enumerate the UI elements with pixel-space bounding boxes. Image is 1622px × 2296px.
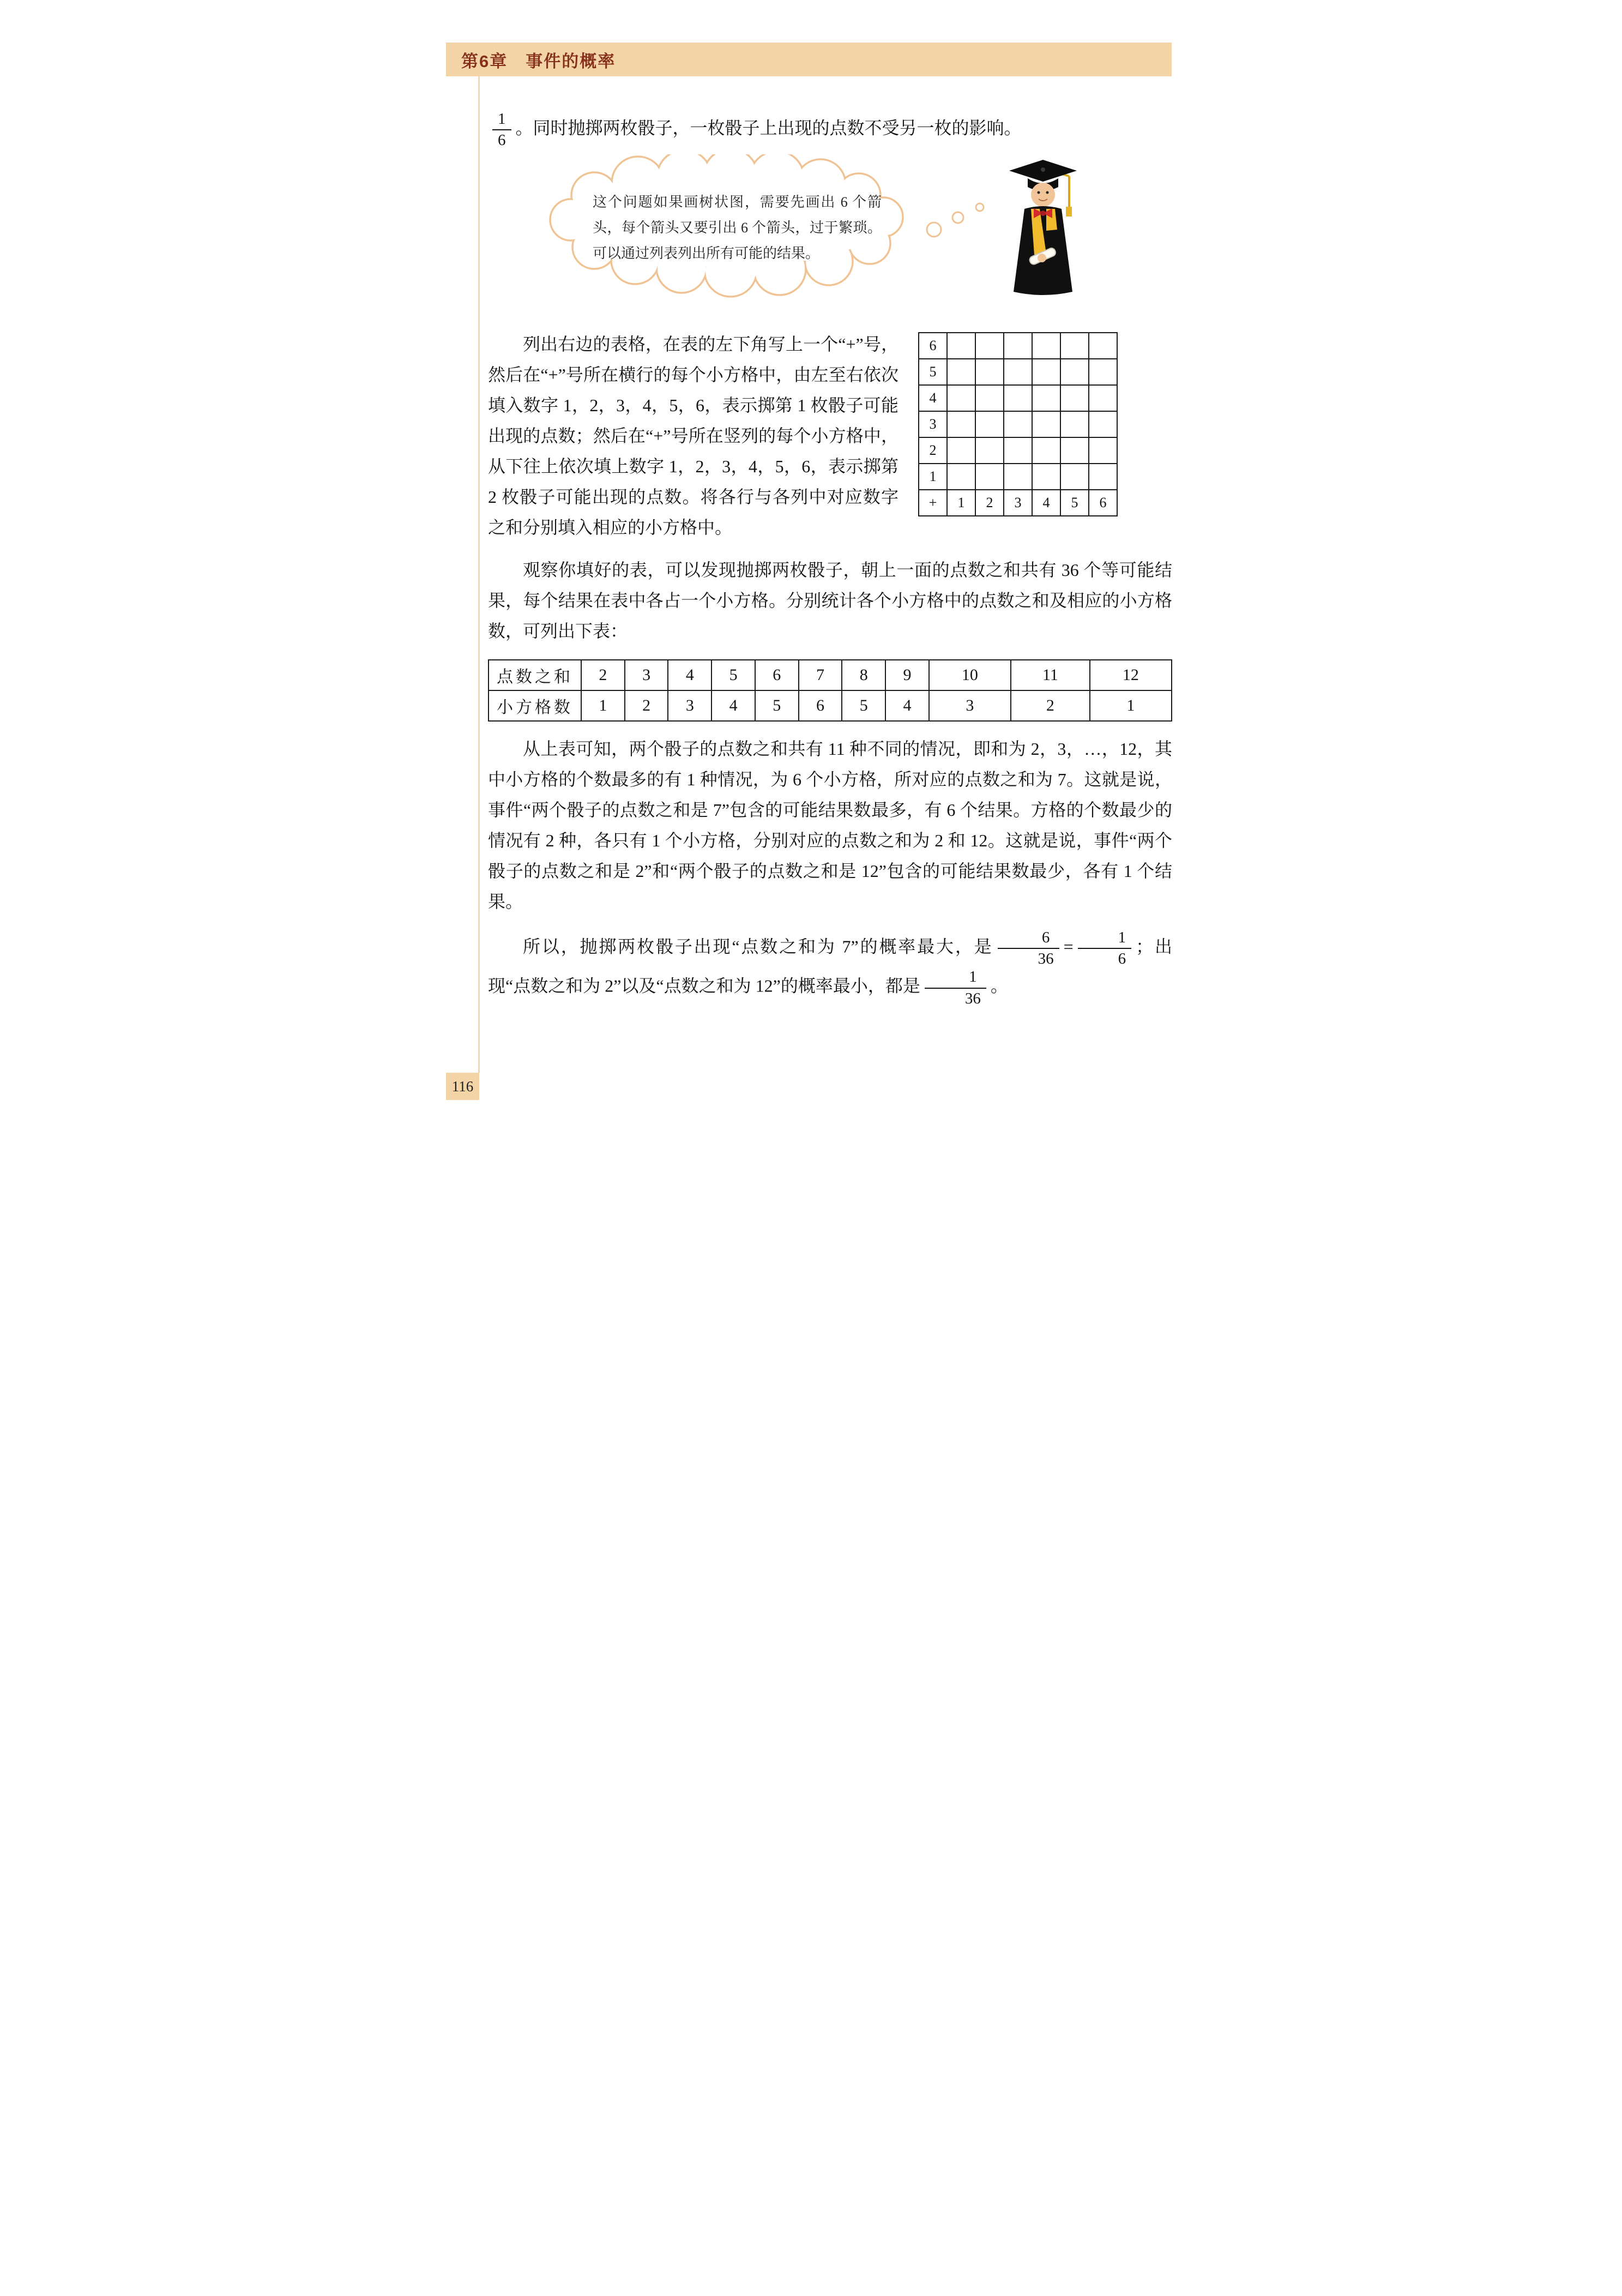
count-value-cell: 2 xyxy=(625,690,668,721)
fraction-1-6 xyxy=(492,110,511,150)
thought-bubble-text: 这个问题如果画树状图，需要先画出 6 个箭头，每个箭头又要引出 6 个箭头，过于繁琐。可以通过列表列出所有可能的结果。 xyxy=(593,194,882,261)
instruction-block xyxy=(488,329,1172,543)
grid-empty-cell xyxy=(1004,464,1032,490)
thought-bubble-row xyxy=(488,153,1172,321)
fraction-numerator: 1 xyxy=(925,968,986,988)
grid-empty-cell xyxy=(1060,385,1089,411)
grid-row xyxy=(919,411,1117,437)
sum-value-cell: 7 xyxy=(799,660,842,690)
grid-row-label: 6 xyxy=(919,333,947,359)
sum-value-cell: 11 xyxy=(1011,660,1090,690)
sum-value-cell: 10 xyxy=(929,660,1011,690)
conclusion-text-3: 。 xyxy=(990,976,1008,996)
grid-empty-cell xyxy=(947,411,975,437)
grid-empty-cell xyxy=(1032,359,1060,385)
count-row-header: 小方格数 xyxy=(489,690,581,721)
grid-empty-cell xyxy=(975,359,1004,385)
grid-empty-cell xyxy=(1089,437,1117,464)
chapter-title: 第6章 事件的概率 xyxy=(461,51,616,71)
sum-value-cell: 6 xyxy=(755,660,799,690)
grid-empty-cell xyxy=(1060,333,1089,359)
grid-row xyxy=(919,490,1117,516)
grid-row xyxy=(919,359,1117,385)
dice-sum-grid xyxy=(918,332,1118,516)
analysis-paragraph: 从上表可知，两个骰子的点数之和共有 11 种不同的情况，即和为 2，3，…，12，其中小方格的个数最多的有 1 种情况，为 6 个小方格，所对应的点数之和为 7。这就是说，事件“两个骰子的点数之和是 7”包含的可能结果数最多，有 6 个结果。方格的个数最少的情况有 2 种，各只有 1 个小方格，分别对应的点数之和为 2 和 12。这就是说，事件“两个骰子的点数之和是 2”和“两个骰子的点数之和是 12”包含的可能结果数最少，各有 1 个结果。 xyxy=(488,738,1172,911)
grid-empty-cell xyxy=(1089,359,1117,385)
count-value-cell: 3 xyxy=(668,690,711,721)
count-value-cell: 6 xyxy=(799,690,842,721)
grid-empty-cell xyxy=(1032,464,1060,490)
instruction-paragraph: 列出右边的表格，在表的左下角写上一个“+”号，然后在“+”号所在横行的每个小方格中，由左至右依次填入数字 1，2，3，4，5，6，表示掷第 1 枚骰子可能出现的点数；然后在“+”号所在竖列的每个小方格中，从下往上依次填上数字 1，2，3，4，5，6，表示掷第 2 枚骰子可能出现的点数。将各行与各列中对应数字之和分别填入相应的小方格中。 xyxy=(488,334,899,537)
grid-empty-cell xyxy=(1004,385,1032,411)
page-content xyxy=(488,76,1172,1008)
grid-empty-cell xyxy=(1060,464,1089,490)
observation-paragraph: 观察你填好的表，可以发现抛掷两枚骰子，朝上一面的点数之和共有 36 个等可能结果，每个结果在表中各占一个小方格。分别统计各个小方格中的点数之和及相应的小方格数，可列出下表： xyxy=(488,560,1172,641)
grid-row-label: 4 xyxy=(919,385,947,411)
grid-col-label: 6 xyxy=(1089,490,1117,516)
fraction-1-36 xyxy=(925,968,986,1008)
textbook-page xyxy=(406,0,1216,1148)
chapter-header-band xyxy=(446,43,1172,76)
dice-sum-grid-wrap xyxy=(918,332,1118,516)
grid-col-label: 4 xyxy=(1032,490,1060,516)
grid-empty-cell xyxy=(975,437,1004,464)
sum-count-table xyxy=(488,659,1172,722)
grid-empty-cell xyxy=(1089,385,1117,411)
grid-empty-cell xyxy=(1089,464,1117,490)
fraction-denominator: 6 xyxy=(498,131,506,149)
grid-empty-cell xyxy=(947,464,975,490)
count-value-cell: 4 xyxy=(885,690,929,721)
grid-empty-cell xyxy=(1004,333,1032,359)
conclusion-text-1: 所以，抛掷两枚骰子出现“点数之和为 7”的概率最大，是 xyxy=(523,936,993,957)
fraction-numerator: 6 xyxy=(998,929,1059,949)
grid-empty-cell xyxy=(947,333,975,359)
grid-empty-cell xyxy=(1089,333,1117,359)
grid-empty-cell xyxy=(975,385,1004,411)
left-vertical-rule xyxy=(478,76,480,1073)
conclusion-text-2: ；出现“点数之和为 2”以及“点数之和为 12”的概率最小，都是 xyxy=(488,936,1172,996)
count-value-cell: 5 xyxy=(842,690,885,721)
fraction-denominator: 6 xyxy=(1118,950,1126,968)
grid-empty-cell xyxy=(1032,411,1060,437)
sum-row-header: 点数之和 xyxy=(489,660,581,690)
grid-empty-cell xyxy=(1004,437,1032,464)
grid-empty-cell xyxy=(1032,385,1060,411)
grid-col-label: 5 xyxy=(1060,490,1089,516)
grid-col-label: 1 xyxy=(947,490,975,516)
intro-paragraph xyxy=(488,110,1172,150)
grid-empty-cell xyxy=(947,437,975,464)
sum-value-cell: 4 xyxy=(668,660,711,690)
grid-row xyxy=(919,437,1117,464)
fraction-1-6 xyxy=(1078,929,1132,969)
grid-empty-cell xyxy=(947,359,975,385)
count-value-cell: 1 xyxy=(1090,690,1172,721)
sum-value-cell: 3 xyxy=(625,660,668,690)
grid-row-label: 3 xyxy=(919,411,947,437)
fraction-6-36 xyxy=(998,929,1059,969)
count-row xyxy=(489,690,1172,721)
page-number-box xyxy=(446,1073,479,1100)
sum-value-cell: 2 xyxy=(581,660,625,690)
grid-row xyxy=(919,464,1117,490)
grid-empty-cell xyxy=(1060,437,1089,464)
grid-empty-cell xyxy=(1032,333,1060,359)
count-value-cell: 4 xyxy=(711,690,755,721)
grid-row xyxy=(919,333,1117,359)
fraction-denominator: 36 xyxy=(964,989,981,1007)
count-value-cell: 1 xyxy=(581,690,625,721)
grid-empty-cell xyxy=(1089,411,1117,437)
grid-empty-cell xyxy=(975,464,1004,490)
grid-empty-cell xyxy=(1004,411,1032,437)
thought-dots-icon xyxy=(924,198,992,242)
fraction-denominator: 36 xyxy=(1038,950,1054,968)
sum-value-cell: 5 xyxy=(711,660,755,690)
grid-col-label: 3 xyxy=(1004,490,1032,516)
grid-empty-cell xyxy=(975,333,1004,359)
grid-col-label: 2 xyxy=(975,490,1004,516)
grid-row xyxy=(919,385,1117,411)
page-number: 116 xyxy=(451,1078,474,1095)
sum-row xyxy=(489,660,1172,690)
intro-text: 。同时抛掷两枚骰子，一枚骰子上出现的点数不受另一枚的影响。 xyxy=(515,118,1022,138)
grid-row-label: 1 xyxy=(919,464,947,490)
grid-corner-plus: + xyxy=(919,490,947,516)
sum-value-cell: 12 xyxy=(1090,660,1172,690)
fraction-numerator: 1 xyxy=(1078,929,1132,949)
fraction-numerator: 1 xyxy=(492,110,511,130)
sum-value-cell: 9 xyxy=(885,660,929,690)
grid-empty-cell xyxy=(947,385,975,411)
grid-empty-cell xyxy=(1060,411,1089,437)
count-value-cell: 2 xyxy=(1011,690,1090,721)
grid-row-label: 5 xyxy=(919,359,947,385)
grid-row-label: 2 xyxy=(919,437,947,464)
grid-empty-cell xyxy=(1004,359,1032,385)
graduate-student-image xyxy=(999,158,1087,313)
conclusion-paragraph xyxy=(488,929,1172,1008)
grid-empty-cell xyxy=(1032,437,1060,464)
sum-value-cell: 8 xyxy=(842,660,885,690)
grid-empty-cell xyxy=(1060,359,1089,385)
grid-empty-cell xyxy=(975,411,1004,437)
equals-sign: = xyxy=(1063,936,1074,957)
count-value-cell: 3 xyxy=(929,690,1011,721)
count-value-cell: 5 xyxy=(755,690,799,721)
